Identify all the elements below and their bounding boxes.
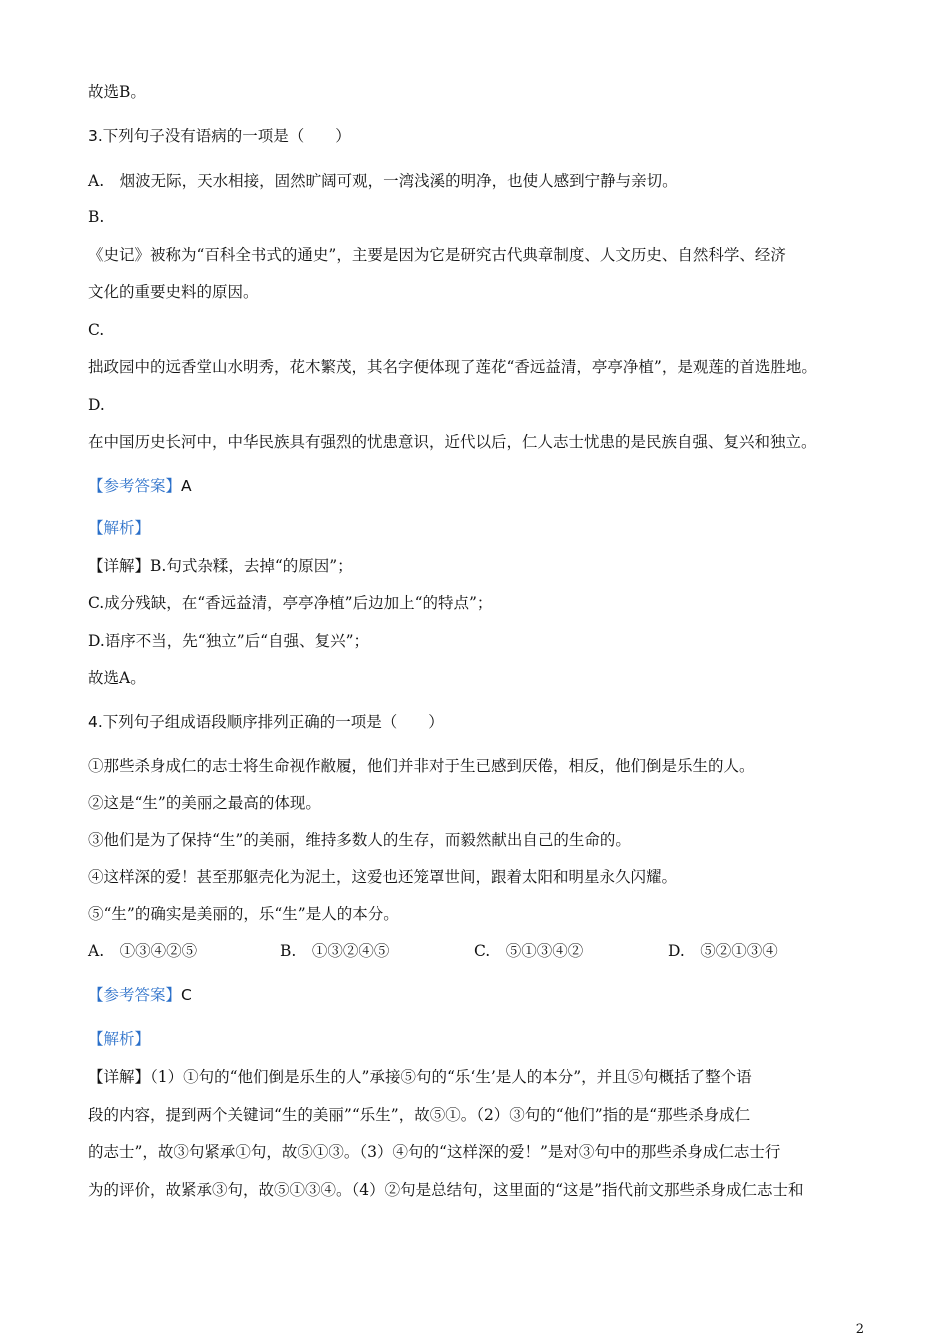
analysis-3-line4: 故选A。 [88,669,146,687]
question-3-option-d-label: D. [88,396,105,414]
question-4-option-d: D. ⑤②①③④ [668,942,778,960]
question-4-sentence-5: ⑤“生”的确实是美丽的，乐“生”是人的本分。 [88,905,399,923]
question-3-option-c-line1: 拙政园中的远香堂山水明秀，花木繁茂，其名字便体现了莲花“香远益清，亭亭净植”，是观莲的首选胜地。 [88,358,817,376]
analysis-4-line3: 的志士”，故③句紧承①句，故⑤①③。（3）④句的“这样深的爱！”是对③句中的那些杀身成仁志士行 [88,1143,781,1161]
analysis-3-line2: C.成分残缺，在“香远益清，亭亭净植”后边加上“的特点”； [88,594,493,612]
question-4-option-c: C. ⑤①③④② [474,942,584,960]
analysis-3-line1: 【详解】B.句式杂糅，去掉“的原因”； [88,557,353,575]
question-3-option-a: A. 烟波无际，天水相接，固然旷阔可观，一湾浅溪的明净，也使人感到宁静与亲切。 [88,172,678,190]
answer-value: A [181,477,192,495]
analysis-4-line2: 段的内容，提到两个关键词“生的美丽”“乐生”，故⑤①。（2）③句的“他们”指的是“那些杀身成仁 [88,1106,751,1124]
question-4-sentence-2: ②这是“生”的美丽之最高的体现。 [88,794,321,812]
question-3-stem: 3.下列句子没有语病的一项是（ ） [88,127,351,145]
analysis-3-line3: D.语序不当，先“独立”后“自强、复兴”； [88,632,369,650]
analysis-4-label: 【解析】 [88,1030,151,1048]
answer-4 [88,985,192,1005]
question-3-option-b-line1: 《史记》被称为“百科全书式的通史”，主要是因为它是研究古代典章制度、人文历史、自然科学、经济 [88,246,786,264]
analysis-4-line1: 【详解】（1）①句的“他们倒是乐生的人”承接⑤句的“乐‘生’是人的本分”，并且⑤句概括了整个语 [88,1068,752,1086]
answer-label: 【参考答案】 [88,477,182,495]
analysis-4-line4: 为的评价，故紧承③句，故⑤①③④。（4）②句是总结句，这里面的“这是”指代前文那些杀身成仁志士和 [88,1181,804,1199]
question-4-stem: 4.下列句子组成语段顺序排列正确的一项是（ ） [88,713,444,731]
question-3-option-b-label: B. [88,208,105,226]
answer-value: C [181,986,192,1004]
question-4-option-b: B. ①③②④⑤ [280,942,390,960]
question-4-sentence-1: ①那些杀身成仁的志士将生命视作敝履，他们并非对于生已感到厌倦，相反，他们倒是乐生的人。 [88,757,755,775]
question-4-sentence-4: ④这样深的爱！甚至那躯壳化为泥土，这爱也还笼罩世间，跟着太阳和明星永久闪耀。 [88,868,678,886]
analysis-3-label: 【解析】 [88,519,151,537]
answer-label: 【参考答案】 [88,986,182,1004]
answer-3 [88,476,192,496]
conclusion-text: 故选B。 [88,83,146,101]
question-3-option-c-label: C. [88,321,105,339]
question-3-option-b-line2: 文化的重要史料的原因。 [88,283,259,301]
question-3-option-d-line1: 在中国历史长河中，中华民族具有强烈的忧患意识，近代以后，仁人志士忧患的是民族自强、复兴和独立。 [88,433,817,451]
question-4-sentence-3: ③他们是为了保持“生”的美丽，维持多数人的生存，而毅然献出自己的生命的。 [88,831,631,849]
page-number: 2 [855,1322,864,1337]
question-4-option-a: A. ①③④②⑤ [88,942,198,960]
